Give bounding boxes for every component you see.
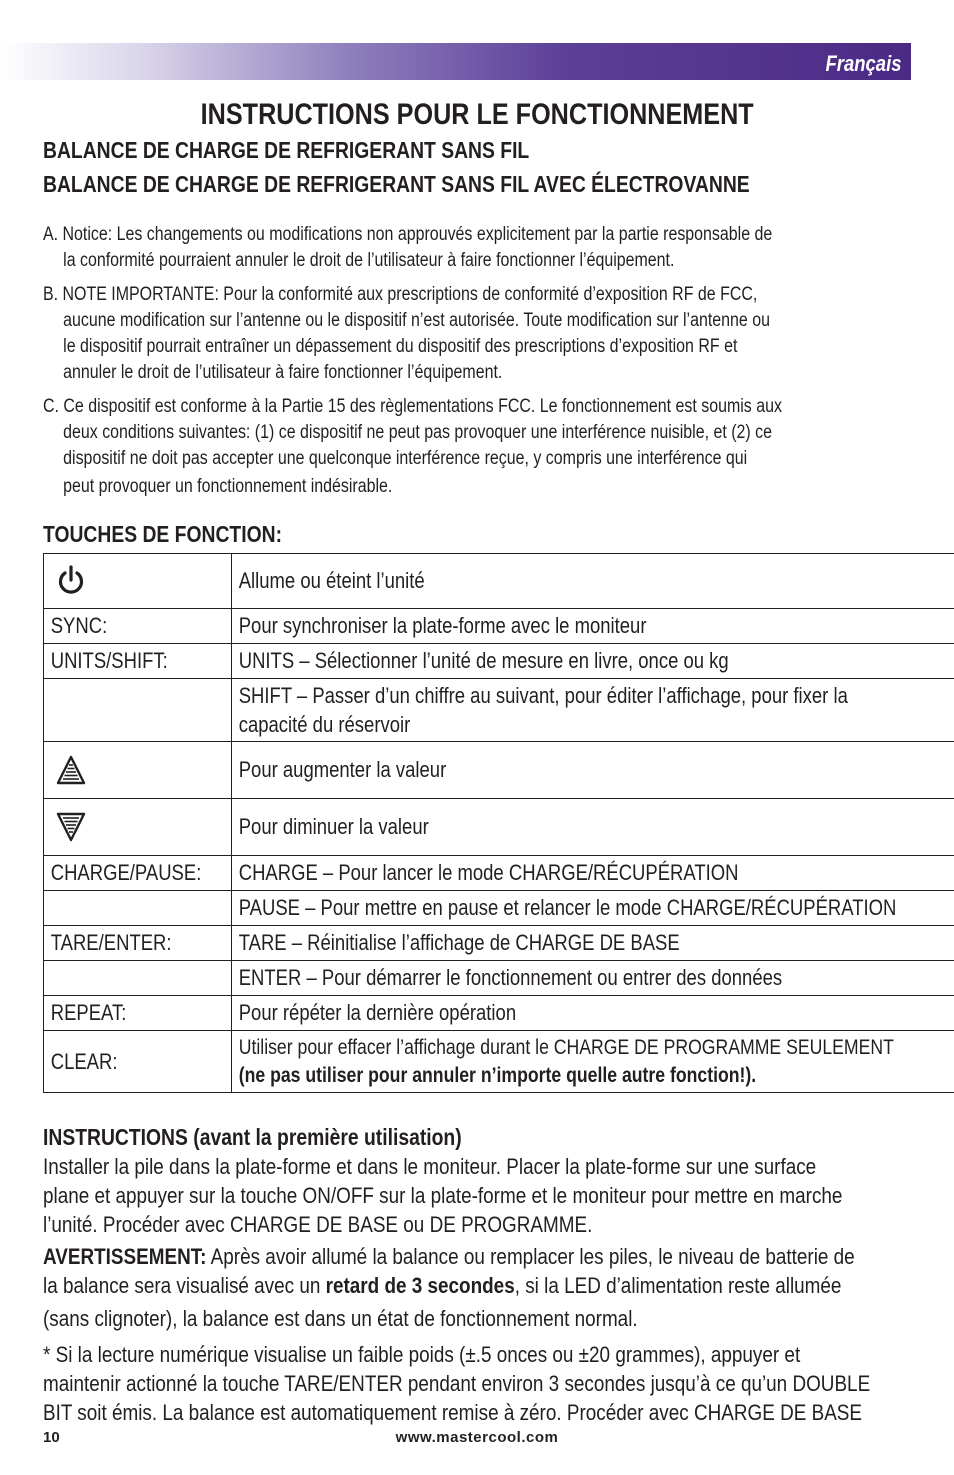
- table-cell-key: CLEAR:: [44, 1031, 232, 1093]
- table-row: [44, 891, 954, 926]
- table-cell-desc: Pour augmenter la valeur: [232, 742, 954, 799]
- subtitle-1: BALANCE DE CHARGE DE REFRIGERANT SANS FIL: [43, 137, 530, 163]
- warning-emphasis: retard de 3 secondes: [325, 1273, 515, 1298]
- up-arrow-icon: [44, 742, 232, 799]
- table-row: [44, 554, 954, 609]
- warning-label: AVERTISSEMENT:: [43, 1244, 207, 1269]
- table-row: [44, 679, 954, 742]
- tare-paragraph: * Si la lecture numérique visualise un faible poids (±.5 onces ou ±20 grammes), appuyer et maintenir actionné la touche TARE/ENTER pendant environ 3 secondes jusqu’à ce qu’un DOUBLE BIT soit émis. La balance est automatiquement remise à zéro. Procéder avec CHARGE DE BASE: [43, 1342, 871, 1425]
- table-cell-key: TARE/ENTER:: [44, 926, 232, 961]
- subtitle-2: BALANCE DE CHARGE DE REFRIGERANT SANS FIL AVEC ÉLECTROVANNE: [43, 171, 750, 197]
- table-row: [44, 799, 954, 856]
- function-keys-table: [43, 553, 954, 1093]
- table-row: [44, 609, 954, 644]
- table-cell-desc: Pour diminuer la valeur: [232, 799, 954, 856]
- table-cell-key: SYNC:: [44, 609, 232, 644]
- table-cell-desc: Pour synchroniser la plate-forme avec le moniteur: [232, 609, 954, 644]
- table-cell-desc: UNITS – Sélectionner l’unité de mesure en livre, once ou kg: [232, 644, 954, 679]
- page-number: 10: [43, 1429, 60, 1446]
- function-keys-heading: TOUCHES DE FONCTION:: [43, 521, 283, 547]
- table-cell-key: CHARGE/PAUSE:: [44, 856, 232, 891]
- table-cell-key: [44, 679, 232, 742]
- table-cell-key: REPEAT:: [44, 996, 232, 1031]
- table-cell-desc: PAUSE – Pour mettre en pause et relancer le mode CHARGE/RÉCUPÉRATION: [232, 891, 954, 926]
- table-row: [44, 856, 954, 891]
- table-cell-desc: ENTER – Pour démarrer le fonctionnement ou entrer des données: [232, 961, 954, 996]
- power-icon: [44, 554, 232, 609]
- table-cell-desc: CHARGE – Pour lancer le mode CHARGE/RÉCUPÉRATION: [232, 856, 954, 891]
- table-row: [44, 742, 954, 799]
- table-cell-key: UNITS/SHIFT:: [44, 644, 232, 679]
- warning-paragraph: AVERTISSEMENT: Après avoir allumé la balance ou remplacer les piles, le niveau de batterie de la balance sera visualisé avec un retard de 3 secondes, si la LED d’alimentation reste allumée (sans clignoter), la balance est dans un état de fonctionnement normal.: [43, 1244, 855, 1331]
- table-cell-desc: TARE – Réinitialise l’affichage de CHARGE DE BASE: [232, 926, 954, 961]
- language-banner: [0, 43, 911, 80]
- table-cell-desc: SHIFT – Passer d’un chiffre au suivant, pour éditer l’affichage, pour fixer la capacité du réservoir: [232, 679, 954, 742]
- table-cell-desc: Pour répéter la dernière opération: [232, 996, 954, 1031]
- table-row: [44, 644, 954, 679]
- table-cell-key: [44, 961, 232, 996]
- language-label: Français: [824, 51, 901, 76]
- notice-b: B. NOTE IMPORTANTE: Pour la conformité aux prescriptions de conformité d’exposition RF de FCC, aucune modification sur l’antenne ou le dispositif n’est autorisée. Toute modification sur l’antenne ou le dispositif pourrait entraîner un dépassement du dispositif des prescriptions d’exposition RF et annuler le droit de l’utilisateur à faire fonctionner l’équipement.: [43, 284, 770, 383]
- table-cell-desc: Allume ou éteint l’unité: [232, 554, 954, 609]
- table-cell-desc: Utiliser pour effacer l’affichage durant le CHARGE DE PROGRAMME SEULEMENT (ne pas utiliser pour annuler n’importe quelle autre fonction!).: [232, 1031, 954, 1093]
- table-row: [44, 1031, 954, 1093]
- page-title: INSTRUCTIONS POUR LE FONCTIONNEMENT: [200, 98, 754, 131]
- instructions-paragraph: Installer la pile dans la plate-forme et dans le moniteur. Placer la plate-forme sur une surface plane et appuyer sur la touche ON/OFF sur la plate-forme et le moniteur pour mettre en marche l’unité. Procéder avec CHARGE DE BASE ou DE PROGRAMME.: [43, 1154, 843, 1237]
- notice-a: A. Notice: Les changements ou modifications non approuvés explicitement par la partie responsable de la conformité pourraient annuler le droit de l’utilisateur à faire fonctionner l’équipement.: [43, 224, 773, 271]
- table-cell-key: [44, 891, 232, 926]
- notice-c: C. Ce dispositif est conforme à la Partie 15 des règlementations FCC. Le fonctionnement est soumis aux deux conditions suivantes: (1) ce dispositif ne peut pas provoquer une interférence nuisible, et (2) ce dispositif ne doit pas accepter une quelconque interférence reçue, y compris une interférence qui peut provoquer un fonctionnement indésirable.: [43, 396, 782, 497]
- table-row: [44, 926, 954, 961]
- table-row: [44, 996, 954, 1031]
- down-arrow-icon: [44, 799, 232, 856]
- footer-url: www.mastercool.com: [395, 1429, 559, 1446]
- table-row: [44, 961, 954, 996]
- instructions-heading: INSTRUCTIONS (avant la première utilisation): [43, 1124, 462, 1150]
